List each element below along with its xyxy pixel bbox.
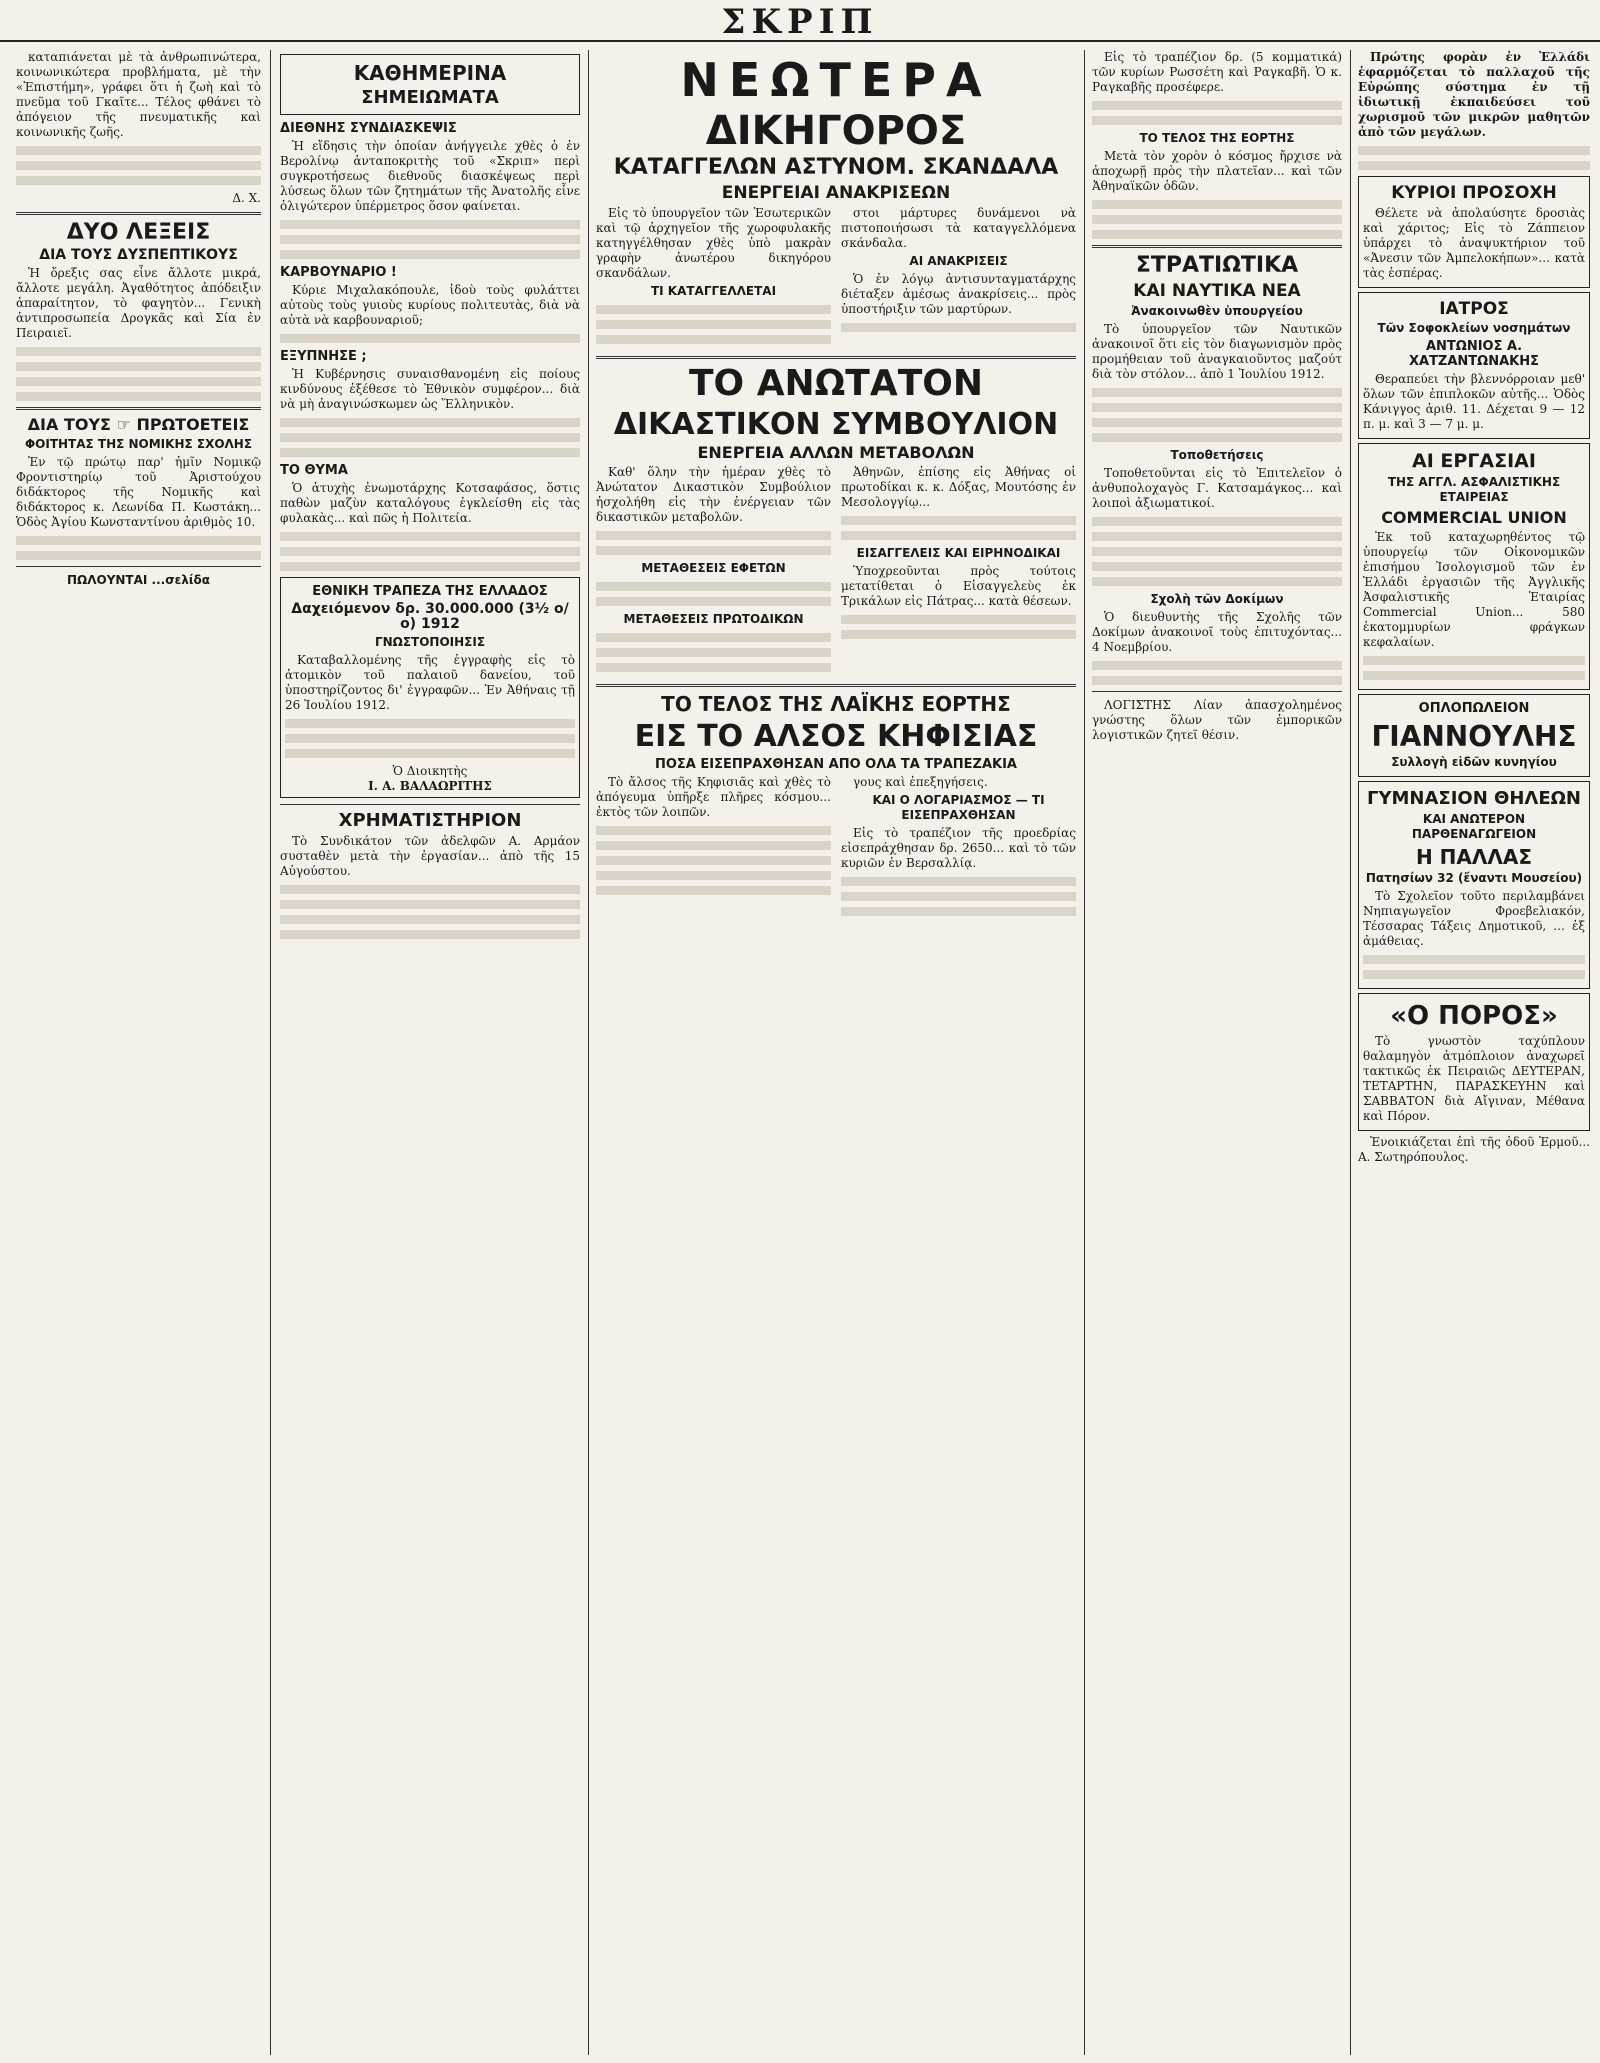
col4-footer: ΛΟΓΙΣΤΗΣ Λίαν ἀπασχολημένος γνώστης ὅλων τῶν ἐμπορικῶν λογιστικῶν ζητεῖ θέσιν. xyxy=(1092,697,1342,742)
ad-school-title: ΓΥΜΝΑΣΙΟΝ ΘΗΛΕΩΝ xyxy=(1367,788,1581,810)
ad-ship xyxy=(1358,993,1590,1131)
story1-right xyxy=(841,206,1076,350)
headline-council: ΔΙΚΑΣΤΙΚΟΝ ΣΥΜΒΟΥΛΙΟΝ xyxy=(613,406,1059,442)
bank-notice-box xyxy=(280,577,580,798)
column-2 xyxy=(280,50,580,2055)
divider xyxy=(596,684,1076,687)
text-filler xyxy=(1092,101,1342,110)
bank-sign-role: Ὁ Διοικητὴς xyxy=(392,763,468,778)
divider xyxy=(280,804,580,805)
ad-insurance xyxy=(1358,443,1590,689)
text-filler xyxy=(16,161,261,170)
story3-left-text: Τὸ ἄλσος τῆς Κηφισιᾶς καὶ χθὲς τὸ ἀπόγευμα ὑπῆρξε πλῆρες κόσμου... ἐκτὸς τῶν λοιπῶν. xyxy=(596,774,831,819)
headline-newest: ΝΕΩΤΕΡΑ xyxy=(680,53,992,107)
headline-supreme: ΤΟ ΑΝΩΤΑΤΟΝ xyxy=(689,363,983,405)
col1-heading2: ΔΙΑ ΤΟΥΣ ☞ ΠΡΩΤΟΕΤΕΙΣ xyxy=(27,415,250,435)
column-4 xyxy=(1092,50,1342,2055)
text-filler xyxy=(841,907,1076,916)
text-filler xyxy=(1092,547,1342,556)
story2-right-text2: Ὑποχρεοῦνται πρὸς τούτοις μετατίθεται ὁ Εἰσαγγελεὺς ἐκ Τρικάλων εἰς Πάτρας... κατὰ θέσεων. xyxy=(841,564,1076,609)
headline-lawyer: ΔΙΚΗΓΟΡΟΣ xyxy=(705,108,967,155)
text-filler xyxy=(280,547,580,556)
col4-subheading2: ΚΑΙ ΝΑΥΤΙΚΑ ΝΕΑ xyxy=(1133,281,1301,302)
ad-doctor xyxy=(1358,292,1590,440)
col2-s3-title: ΕΞΥΠΝΗΣΕ ; xyxy=(280,348,367,364)
ad-ship-title: «Ο ΠΟΡΟΣ» xyxy=(1390,1001,1558,1032)
text-filler xyxy=(841,516,1076,525)
text-filler xyxy=(1363,970,1585,979)
headline-investigations: ΕΝΕΡΓΕΙΑΙ ΑΝΑΚΡΙΣΕΩΝ xyxy=(721,183,951,204)
ad-school-body: Τὸ Σχολεῖον τοῦτο περιλαμβάνει Νηπιαγωγεῖον Φροεβελιακόν, Τέσσαρας Τάξεις Δημοτικοῦ, ... ἐξ ἀμάθειας. xyxy=(1363,889,1585,949)
ad-doctor-body: Θεραπεύει τὴν βλεννόρροιαν μεθ' ὅλων τῶν ἐπιπλοκῶν αὐτῆς... Ὁδὸς Κάνιγγος ἀριθ. 11. Δέχεται 9 — 12 π. μ. καὶ 3 — 7 μ. μ. xyxy=(1363,372,1585,432)
col2-header-box xyxy=(280,54,580,115)
col2-s3-body: Ἡ Κυβέρνησις συναισθανομένη εἰς ποίους κινδύνους ἐξέθεσε τὸ Ἐθνικὸν συμφέρον... διὰ νὰ μὴ ἀναγινώσκωμεν ὡς Ἕλληνικὸν. xyxy=(280,366,580,411)
column-1 xyxy=(16,50,261,2055)
text-filler xyxy=(841,323,1076,332)
text-filler xyxy=(1092,403,1342,412)
text-filler xyxy=(280,930,580,939)
newspaper-title: ΣΚΡΙΠ xyxy=(721,2,879,42)
text-filler xyxy=(280,334,580,343)
col2-s4-title: ΤΟ ΘΥΜΑ xyxy=(280,462,348,478)
col4-sub4: Τοποθετήσεις xyxy=(1170,447,1264,462)
text-filler xyxy=(16,176,261,185)
headline-kifisia: ΕΙΣ ΤΟ ΑΛΣΟΣ ΚΗΦΙΣΙΑΣ xyxy=(634,719,1038,755)
col1-body: Ἡ ὄρεξις σας εἶνε ἄλλοτε μικρά, ἄλλοτε μεγάλη. Ἀγαθότητος ἀπόδειξιν ἀπαραίτητον, τὸ φαγητὸν... Γενικὴ ἀντιπροσωπεία Δρογκᾶς καὶ Σία ἐν Πειραιεῖ. xyxy=(16,266,261,341)
text-filler xyxy=(1358,146,1590,155)
col2-s1-body: Ἡ εἴδησις τὴν ὁποίαν ἀνήγγειλε χθὲς ὁ ἐν Βερολίνῳ ἀνταποκριτὴς τοῦ «Σκριπ» περὶ συγκροτήσεως διεθνοῦς διασκέψεως περὶ λύσεως ὅλων τῶν ζητημάτων τῆς Ἀνατολῆς εἶνε ὀλιγώτερον ὑπέρμετρος ὅσον φαίνεται. xyxy=(280,138,580,213)
column-rule xyxy=(588,50,589,2055)
story2-right xyxy=(841,465,1076,678)
col1-footer: ΠΩΛΟΥΝΤΑΙ ...σελίδα xyxy=(66,572,211,587)
text-filler xyxy=(280,915,580,924)
text-filler xyxy=(841,630,1076,639)
text-filler xyxy=(596,305,831,314)
ad-doctor-title: ΙΑΤΡΟΣ xyxy=(1439,298,1509,319)
market-body: Τὸ Συνδικάτον τῶν ἀδελφῶν Α. Αρμάον συσταθὲν μετὰ τὴν ἐργασίαν... ἀπὸ τῆς 15 Αὐγούστου. xyxy=(280,833,580,878)
ad-attention-body: Θέλετε νὰ ἀπολαύσητε δροσιὰς καὶ χάριτος; Εἰς τὸ Ζάππειον ὑπάρχει τὸ ἀναψυκτήριον τοῦ «Ἀνεσιν τῶν Ἀμπελοκήπων»... κατὰ τὰς ἑσπέρας. xyxy=(1363,205,1585,280)
text-filler xyxy=(16,536,261,545)
headline-changes: ΕΝΕΡΓΕΙΑ ΑΛΛΩΝ ΜΕΤΑΒΟΛΩΝ xyxy=(697,443,975,463)
text-filler xyxy=(16,377,261,386)
text-filler xyxy=(1092,517,1342,526)
text-filler xyxy=(596,531,831,540)
col2-heading: ΚΑΘΗΜΕΡΙΝΑ xyxy=(353,61,507,85)
story2-sub2: ΜΕΤΑΘΕΣΕΙΣ ΠΡΩΤΟΔΙΚΩΝ xyxy=(623,612,804,627)
text-filler xyxy=(596,826,831,835)
text-filler xyxy=(1092,230,1342,239)
text-filler xyxy=(1092,676,1342,685)
col1-subheading2: ΦΟΙΤΗΤΑΣ ΤΗΣ ΝΟΜΙΚΗΣ ΣΧΟΛΗΣ xyxy=(24,436,253,451)
col2-s4-body: Ὁ ἀτυχὴς ἐνωμοτάρχης Κοτσαφάσος, ὅστις παθὼν μαζὺν καταλόγους ἐγκλείσθη εἰς τὰς φυλακὰς... καὶ πῶς ἡ Πολιτεία. xyxy=(280,480,580,525)
bank-loan: Δαχειόμενον δρ. 30.000.000 (3½ ο/ο) 1912 xyxy=(291,600,569,632)
text-filler xyxy=(280,885,580,894)
text-filler xyxy=(1363,955,1585,964)
col4-heading: ΤΟ ΤΕΛΟΣ ΤΗΣ ΕΟΡΤΗΣ xyxy=(1139,131,1295,145)
column-rule xyxy=(1084,50,1085,2055)
ad-school-name: Η ΠΑΛΛΑΣ xyxy=(1415,845,1532,870)
text-filler xyxy=(1092,562,1342,571)
text-filler xyxy=(16,146,261,155)
ad-gunshop-title: ΟΠΛΟΠΩΛΕΙΟΝ xyxy=(1418,700,1530,716)
masthead xyxy=(0,0,1600,44)
text-filler xyxy=(596,886,831,895)
col2-s2-body: Κύριε Μιχαλακόπουλε, ἰδοὺ τοὺς φυλάττει αὐτοὺς τοὺς γυιοὺς κυρίους πολιτευτὰς, διὰ νὰ αὐτὰ νὰ καρβουναριοῦ; xyxy=(280,282,580,327)
text-filler xyxy=(1092,532,1342,541)
story2-left xyxy=(596,465,831,678)
story1-sub2: ΑΙ ΑΝΑΚΡΙΣΕΙΣ xyxy=(909,254,1008,269)
column-rule xyxy=(1350,50,1351,2055)
col2-s1-title: ΔΙΕΘΝΗΣ ΣΥΝΔΙΑΣΚΕΨΙΣ xyxy=(280,120,457,136)
text-filler xyxy=(596,335,831,344)
text-filler xyxy=(280,562,580,571)
story1-right-text2: Ὁ ἐν λόγῳ ἀντισυνταγματάρχης διέταξεν ἀμέσως ἀνακρίσεις... πρὸς ὑποστήριξιν τῶν μαρτύρων. xyxy=(841,272,1076,317)
headline-scandals: ΚΑΤΑΓΓΕΛΩΝ ΑΣΤΥΝΟΜ. ΣΚΑΝΔΑΛΑ xyxy=(613,155,1059,181)
text-filler xyxy=(596,582,831,591)
divider xyxy=(16,566,261,567)
text-filler xyxy=(596,633,831,642)
divider xyxy=(1092,691,1342,692)
text-filler xyxy=(1092,661,1342,670)
story1-right-text: στοι μάρτυρες δυνάμενοι νὰ πιστοποιήσωσι τὰ καταγγελλόμενα σκάνδαλα. xyxy=(841,206,1076,251)
text-filler xyxy=(1092,200,1342,209)
ad-school-address: Πατησίων 32 (ἔναντι Μουσείου) xyxy=(1365,871,1583,886)
story2-sub3: ΕΙΣΑΓΓΕΛΕΙΣ ΚΑΙ ΕΙΡΗΝΟΔΙΚΑΙ xyxy=(856,546,1061,561)
text-filler xyxy=(1092,388,1342,397)
story1 xyxy=(596,206,1076,350)
col1-intro: καταπιάνεται μὲ τὰ ἀνθρωπινώτερα, κοινωνικώτερα προβλήματα, μὲ τὴν «Ἐπιστήμη», γράφει ὅτι ἡ ζωὴ καὶ τὸ πνεῦμα τοῦ Γκαῖτε... Τέλος φθάνει τὸ ἀπόγειον τῆς πνευματικῆς καὶ κοινωνικῆς ζωῆς. xyxy=(16,50,261,139)
col4-intro: Εἰς τὸ τραπέζιον δρ. (5 κομματικά) τῶν κυρίων Ρωσσέτη καὶ Ραγκαβῆ. Ὁ κ. Ραγκαβῆς προσέφερε. xyxy=(1092,50,1342,94)
headline-receipts: ΠΟΣΑ ΕΙΣΕΠΡΑΧΘΗΣΑΝ ΑΠΟ ΟΛΑ ΤΑ ΤΡΑΠΕΖΑΚΙΑ xyxy=(655,756,1017,772)
ad-attention xyxy=(1358,176,1590,288)
bank-subtitle: ΓΝΩΣΤΟΠΟΙΗΣΙΣ xyxy=(374,634,486,649)
ad-insurance-sub: ΤΗΣ ΑΓΓΛ. ΑΣΦΑΛΙΣΤΙΚΗΣ ΕΤΑΙΡΕΙΑΣ xyxy=(1387,475,1561,505)
divider xyxy=(16,212,261,215)
text-filler xyxy=(841,615,1076,624)
text-filler xyxy=(596,841,831,850)
divider xyxy=(16,407,261,410)
text-filler xyxy=(841,892,1076,901)
column-5 xyxy=(1358,50,1590,2055)
text-filler xyxy=(1363,671,1585,680)
story3-left xyxy=(596,775,831,922)
story2-right-text: Ἀθηνῶν, ἐπίσης εἰς Ἀθήνας οἱ πρωτοδίκαι κ. κ. Δόξας, Μουτόσης ἐν Μεσολογγίῳ... xyxy=(841,465,1076,510)
text-filler xyxy=(280,250,580,259)
masthead-rule xyxy=(0,40,1600,42)
text-filler xyxy=(596,856,831,865)
ad-doctor-name: ΑΝΤΩΝΙΟΣ Α. ΧΑΤΖΑΝΤΩΝΑΚΗΣ xyxy=(1408,339,1539,370)
col4-sub3: Ἀνακοινωθὲν ὑπουργείου xyxy=(1131,303,1303,318)
text-filler xyxy=(285,734,575,743)
story2 xyxy=(596,465,1076,678)
bank-title: ΕΘΝΙΚΗ ΤΡΑΠΕΖΑ ΤΗΣ ΕΛΛΑΔΟΣ xyxy=(312,583,548,599)
col1-body2: Ἐν τῷ πρώτῳ παρ' ἡμῖν Νομικῷ Φροντιστηρίῳ τοῦ Ἀριστούχου διδάκτορος τῆς Νομικῆς καὶ διδάκτορος κ. Λεωνίδα Π. Κωστάκη... Ὁδὸς Ἀγίου Κωνσταντίνου ἀριθμὸς 10. xyxy=(16,454,261,529)
col5-footer: Ἐνοικιάζεται ἐπὶ τῆς ὁδοῦ Ἑρμοῦ... Α. Σωτηρόπουλος. xyxy=(1358,1135,1590,1165)
text-filler xyxy=(280,418,580,427)
text-filler xyxy=(596,648,831,657)
col5-intro: Πρώτης φορὰν ἐν Ἑλλάδι ἐφαρμόζεται τὸ παλλαχοῦ τῆς Εὐρώπης σύστημα ἐν τῇ ἰδιωτικῇ ἐκπαιδεύσει τοῦ χωρισμοῦ τῶν μικρῶν μαθητῶν ἀπὸ τῶν μεγάλων. xyxy=(1358,50,1590,139)
text-filler xyxy=(1092,215,1342,224)
col4-heading2: ΣΤΡΑΤΙΩΤΙΚΑ xyxy=(1135,253,1299,278)
col4-body4: Ὁ διευθυντὴς τῆς Σχολῆς τῶν Δοκίμων ἀνακοινοῖ τοὺς ἐπιτυχόντας... 4 Νοεμβρίου. xyxy=(1092,609,1342,654)
text-filler xyxy=(280,235,580,244)
text-filler xyxy=(280,448,580,457)
text-filler xyxy=(596,871,831,880)
text-filler xyxy=(596,320,831,329)
ad-gunshop-sub: Συλλογὴ εἰδῶν κυνηγίου xyxy=(1391,755,1557,770)
ad-ship-body: Τὸ γνωστὸν ταχύπλουν θαλαμηγὸν ἀτμόπλοιον ἀναχωρεῖ τακτικῶς ἐκ Πειραιῶς ΔΕΥΤΕΡΑΝ, ΤΕΤΑΡΤΗΝ, ΠΑΡΑΣΚΕΥΗΝ καὶ ΣΑΒΒΑΤΟΝ διὰ Αἴγιναν, Μέθανα καὶ Πόρον. xyxy=(1363,1034,1585,1124)
text-filler xyxy=(285,749,575,758)
text-filler xyxy=(285,719,575,728)
text-filler xyxy=(16,551,261,560)
col2-s2-title: ΚΑΡΒΟΥΝΑΡΙΟ ! xyxy=(280,264,397,280)
text-filler xyxy=(16,347,261,356)
ad-insurance-body: Ἐκ τοῦ καταχωρηθέντος τῷ ὑπουργείῳ τῶν Οἰκονομικῶν ἐπισήμου Ἰσολογισμοῦ τῶν ἐν Ἑλλάδι ἐργασιῶν τῆς Ἀγγλικῆς Ἀσφαλιστικῆς Ἑταιρίας Commercial Union... 580 ἑκατομμυρίων φράγκων κεφαλαίων. xyxy=(1363,529,1585,649)
story1-left xyxy=(596,206,831,350)
col2-subheading: ΣΗΜΕΙΩΜΑΤΑ xyxy=(361,87,499,108)
ad-insurance-title: ΑΙ ΕΡΓΑΣΙΑΙ xyxy=(1412,450,1536,473)
text-filler xyxy=(596,597,831,606)
text-filler xyxy=(1092,418,1342,427)
text-filler xyxy=(1092,433,1342,442)
col1-heading: ΔΥΟ ΛΕΞΕΙΣ xyxy=(66,220,211,245)
story3-right-text: γους καὶ ἐπεξηγήσεις. xyxy=(853,774,988,789)
text-filler xyxy=(596,663,831,672)
col4-sub5: Σχολὴ τῶν Δοκίμων xyxy=(1150,591,1284,606)
col1-subheading: ΔΙΑ ΤΟΥΣ ΔΥΣΠΕΠΤΙΚΟΥΣ xyxy=(39,247,238,264)
text-filler xyxy=(280,433,580,442)
story1-sub: ΤΙ ΚΑΤΑΓΓΕΛΛΕΤΑΙ xyxy=(650,284,777,299)
col1-signature: Δ. Χ. xyxy=(232,191,261,205)
text-filler xyxy=(16,362,261,371)
story3-right-text2: Εἰς τὸ τραπέζιον τῆς προεδρίας εἰσεπράχθησαν δρ. 2650... καὶ τὸ τῶν κυριῶν ἐν Βερσαλλίᾳ. xyxy=(841,825,1076,870)
ad-school-sub: ΚΑΙ ΑΝΩΤΕΡΟΝ ΠΑΡΘΕΝΑΓΩΓΕΙΟΝ xyxy=(1411,812,1537,842)
ad-gunshop xyxy=(1358,694,1590,777)
col4-body3: Τοποθετοῦνται εἰς τὸ Ἐπιτελεῖον ὁ ἀνθυπολοχαγὸς Γ. Κατσαμάγκος... καὶ λοιποὶ ἀξιωματικοί. xyxy=(1092,465,1342,510)
story2-left-text: Καθ' ὅλην τὴν ἡμέραν χθὲς τὸ Ἀνώτατον Δικαστικὸν Συμβούλιον ἠσχολήθη εἰς τὴν ἐνέργειαν τῶν δικαστικῶν μεταβολῶν. xyxy=(596,465,831,525)
text-filler xyxy=(1358,161,1590,170)
ad-school xyxy=(1358,781,1590,989)
ad-attention-title: ΚΥΡΙΟΙ ΠΡΟΣΟΧΗ xyxy=(1391,183,1557,203)
text-filler xyxy=(841,877,1076,886)
text-filler xyxy=(280,220,580,229)
story2-sub: ΜΕΤΑΘΕΣΕΙΣ ΕΦΕΤΩΝ xyxy=(641,561,786,576)
story1-left-text: Εἰς τὸ ὑπουργεῖον τῶν Ἐσωτερικῶν καὶ τῷ ἀρχηγεῖον τῆς χωροφυλακῆς κατηγγέλθησαν χθὲς ὑπὸ μακρὰν γραφὴν ἀνωτέρου δικηγόρου σκανδάλων. xyxy=(596,206,831,281)
column-rule xyxy=(270,50,271,2055)
headline-feast-end: ΤΟ ΤΕΛΟΣ ΤΗΣ ΛΑΪΚΗΣ ΕΟΡΤΗΣ xyxy=(661,692,1011,717)
market-title: ΧΡΗΜΑΤΙΣΤΗΡΙΟΝ xyxy=(338,809,522,831)
text-filler xyxy=(280,900,580,909)
text-filler xyxy=(841,531,1076,540)
story3-sub: ΚΑΙ Ο ΛΟΓΑΡΙΑΣΜΟΣ — ΤΙ ΕΙΣΕΠΡΑΧΘΗΣΑΝ xyxy=(872,792,1045,822)
bank-sign-name: Ι. Α. ΒΑΛΑΩΡΙΤΗΣ xyxy=(368,778,492,793)
divider xyxy=(596,356,1076,359)
text-filler xyxy=(596,546,831,555)
ad-doctor-sub: Τῶν Σοφοκλείων νοσημάτων xyxy=(1377,321,1571,336)
ad-insurance-name: COMMERCIAL UNION xyxy=(1381,508,1567,528)
text-filler xyxy=(16,392,261,401)
text-filler xyxy=(1363,656,1585,665)
story3-right xyxy=(841,775,1076,922)
text-filler xyxy=(1092,577,1342,586)
col4-body: Μετὰ τὸν χορὸν ὁ κόσμος ἤρχισε νὰ ἀποχωρῇ πρὸς τὴν πλατεῖαν... καὶ τῶν Ἀθηναϊκῶν ὁδῶν. xyxy=(1092,149,1342,193)
story3 xyxy=(596,775,1076,922)
column-3 xyxy=(596,50,1076,2055)
divider xyxy=(1092,245,1342,248)
bank-body: Καταβαλλομένης τῆς ἐγγραφὴς εἰς τὸ ἀτομικὸν τοῦ παλαιοῦ δανείου, τοῦ ὑποστηρίζοντος δι' ἐγγραφῶν... Ἐν Ἀθήναις τῇ 26 Ἰουλίου 1912. xyxy=(285,652,575,712)
ad-gunshop-name: ΓΙΑΝΝΟΥΛΗΣ xyxy=(1371,719,1577,753)
col4-body2: Τὸ ὑπουργεῖον τῶν Ναυτικῶν ἀνακοινοῖ ὅτι εἰς τὸν διαγωνισμὸν πρὸς προμήθειαν τοῦ ἀναγκαιοῦντος μαζούτ διὰ τὸν στόλον... ἀπὸ 1 Ἰουλίου 1912. xyxy=(1092,321,1342,381)
text-filler xyxy=(280,532,580,541)
text-filler xyxy=(1092,116,1342,125)
